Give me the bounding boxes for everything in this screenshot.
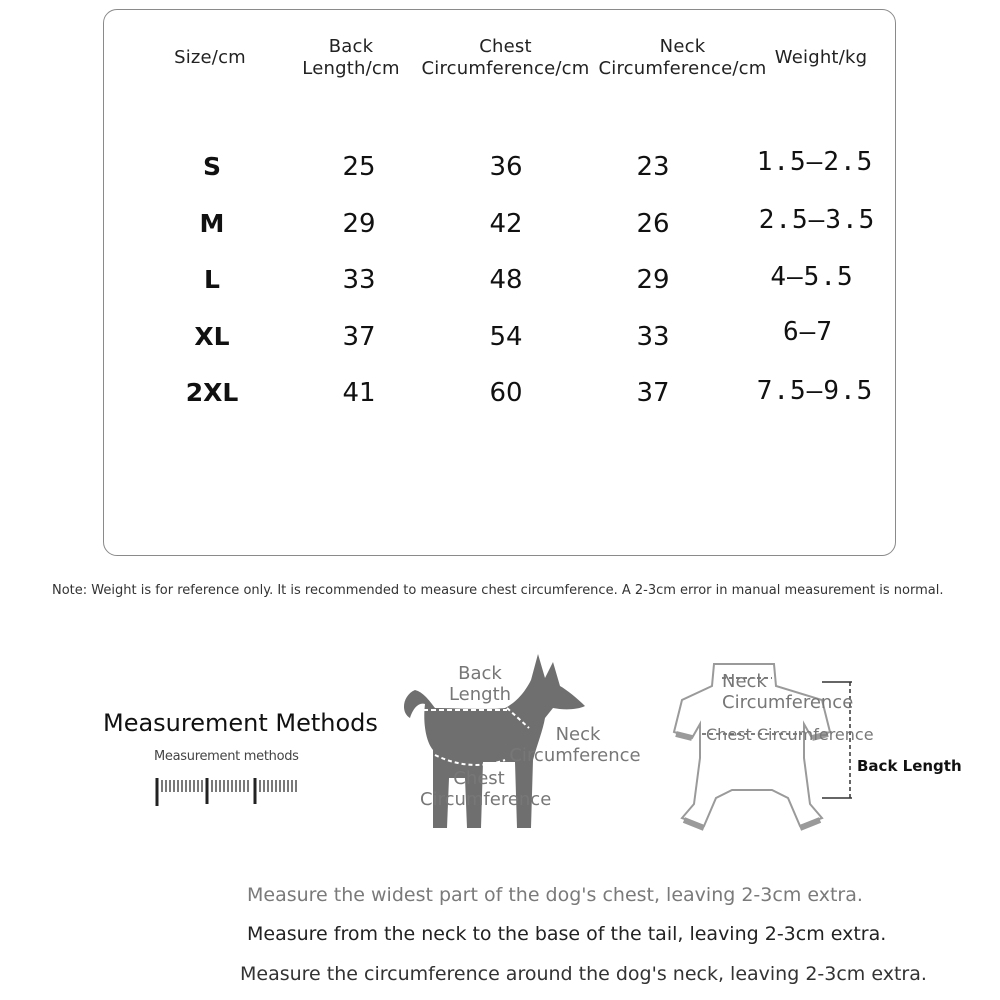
weight-cell: 2.5–3.5 xyxy=(758,205,876,235)
chest-cell: 36 xyxy=(489,152,523,182)
back-length-cell: 37 xyxy=(342,322,376,352)
back-length-cell: 41 xyxy=(342,378,376,408)
chest-cell: 48 xyxy=(489,265,523,295)
weight-cell: 7.5–9.5 xyxy=(756,376,874,406)
dog-label-back-length: Back Length xyxy=(448,663,512,705)
header-back-length: Back Length/cm xyxy=(302,36,400,79)
weight-cell: 1.5–2.5 xyxy=(756,147,874,177)
measurement-methods-title: Measurement Methods xyxy=(103,709,378,737)
neck-cell: 33 xyxy=(636,322,670,352)
size-cell: 2XL xyxy=(185,378,239,407)
instruction-chest: Measure the widest part of the dog's chest, leaving 2-3cm extra. xyxy=(247,884,863,906)
note-text: Note: Weight is for reference only. It is recommended to measure chest circumference. A 2-3cm error in manual measurement is normal. xyxy=(52,583,944,598)
neck-cell: 29 xyxy=(636,265,670,295)
back-length-cell: 29 xyxy=(342,209,376,239)
back-length-cell: 25 xyxy=(342,152,376,182)
header-chest-circumference: Chest Circumference/cm xyxy=(421,36,590,79)
chest-cell: 42 xyxy=(489,209,523,239)
garment-label-chest-circumference: Chest Circumference xyxy=(706,725,874,744)
neck-cell: 26 xyxy=(636,209,670,239)
ruler-icon xyxy=(152,772,302,808)
size-cell: M xyxy=(199,209,225,238)
weight-cell: 4–5.5 xyxy=(770,262,854,292)
neck-cell: 37 xyxy=(636,378,670,408)
dog-label-chest-circumference: Chest Circumference xyxy=(420,768,552,810)
neck-cell: 23 xyxy=(636,152,670,182)
dog-label-neck-circumference: Neck Circumference xyxy=(509,724,641,766)
size-cell: L xyxy=(204,265,220,294)
garment-label-back-length: Back Length xyxy=(857,757,962,775)
header-neck-circumference: Neck Circumference/cm xyxy=(598,36,767,79)
size-cell: XL xyxy=(194,322,230,351)
header-weight: Weight/kg xyxy=(774,47,868,68)
weight-cell: 6–7 xyxy=(783,317,833,347)
measurement-methods-subtitle: Measurement methods xyxy=(154,749,299,764)
chest-cell: 54 xyxy=(489,322,523,352)
chest-cell: 60 xyxy=(489,378,523,408)
instruction-back-length: Measure from the neck to the base of the tail, leaving 2-3cm extra. xyxy=(247,923,887,945)
back-length-cell: 33 xyxy=(342,265,376,295)
size-cell: S xyxy=(202,152,221,181)
garment-label-neck-circumference: Neck Circumference xyxy=(722,671,854,713)
header-size: Size/cm xyxy=(174,47,246,68)
instruction-neck: Measure the circumference around the dog's neck, leaving 2-3cm extra. xyxy=(240,963,927,985)
